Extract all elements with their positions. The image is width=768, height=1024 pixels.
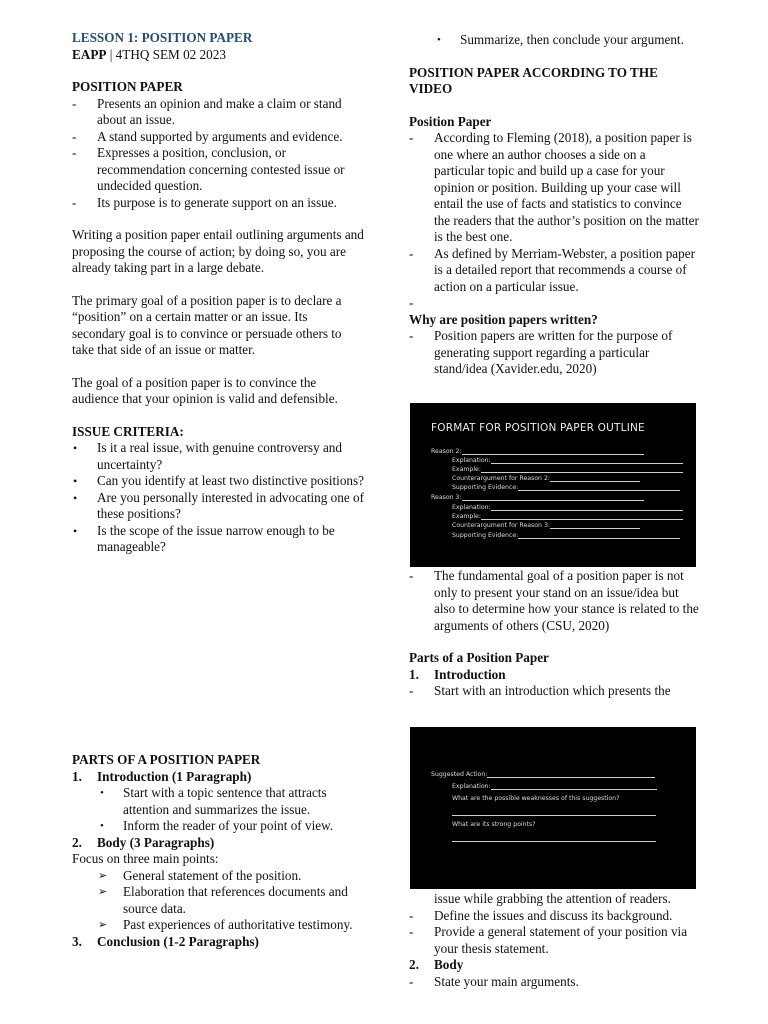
list-item: ➢ General statement of the position. xyxy=(72,868,364,885)
item-number: 3. xyxy=(72,933,82,949)
figure-line: What are the possible weaknesses of this suggestion? xyxy=(452,795,620,802)
course-code: EAPP xyxy=(72,46,107,62)
course-line xyxy=(72,47,364,64)
item-number: 1. xyxy=(409,666,419,682)
lesson-title: LESSON 1: POSITION PAPER xyxy=(72,30,253,45)
list-item-continuation: issue while grabbing the attention of readers. xyxy=(434,891,671,906)
item-label: Body (3 Paragraphs) xyxy=(97,834,215,850)
list-item: - State your main arguments. xyxy=(409,974,699,991)
video-heading: POSITION PAPER ACCORDING TO THE VIDEO xyxy=(409,64,658,96)
list-item: • Are you personally interested in advocating one of these positions? xyxy=(72,490,364,523)
item-number: 2. xyxy=(409,957,419,972)
item-number: 2. xyxy=(72,834,82,850)
figure-line: What are its strong points? xyxy=(452,821,536,828)
numbered-item xyxy=(409,667,699,684)
list-item: • Summarize, then conclude your argument. xyxy=(409,32,699,49)
position-paper-heading: POSITION PAPER xyxy=(72,79,183,94)
list-item: • Is it a real issue, with genuine controversy and uncertainty? xyxy=(72,440,364,473)
numbered-item xyxy=(72,934,364,951)
parts-subheading: Parts of a Position Paper xyxy=(409,650,549,665)
figure-line: Example: xyxy=(452,513,683,520)
list-item: • Is the scope of the issue narrow enough to be manageable? xyxy=(72,523,364,556)
course-term: 4THQ SEM 02 2023 xyxy=(115,46,226,62)
item-number: 1. xyxy=(72,768,82,784)
list-item: - A stand supported by arguments and evidence. xyxy=(72,129,364,146)
numbered-item xyxy=(409,957,699,974)
list-item: ➢ Past experiences of authoritative testimony. xyxy=(72,917,364,934)
parts-heading: PARTS OF A POSITION PAPER xyxy=(72,752,261,767)
figure-line xyxy=(452,809,656,816)
list-item: • Can you identify at least two distinctive positions? xyxy=(72,473,364,490)
figure-line: Explanation: xyxy=(452,457,683,464)
issue-criteria-heading: ISSUE CRITERIA: xyxy=(72,423,184,439)
lone-dash: - xyxy=(409,295,414,310)
numbered-item xyxy=(72,769,364,786)
figure-line: Supporting Evidence: xyxy=(452,532,680,539)
list-item: - The fundamental goal of a position paper is not only to present your stand on an issue/idea but also to determine how your stance is related to the arguments of others (CSU, 2020) xyxy=(409,568,699,634)
figure-line: Example: xyxy=(452,466,683,473)
list-item: - Provide a general statement of your position via your thesis statement. xyxy=(409,924,699,957)
list-item: - Its purpose is to generate support on an issue. xyxy=(72,195,364,212)
list-item: ➢ Elaboration that references documents and source data. xyxy=(72,884,364,917)
list-item: - Presents an opinion and make a claim or stand about an issue. xyxy=(72,96,364,129)
list-item: - As defined by Merriam-Webster, a position paper is a detailed report that recommends a course of action on a particular issue. xyxy=(409,246,699,296)
why-heading: Why are position papers written? xyxy=(409,311,598,327)
outline-format-figure xyxy=(410,403,696,567)
paragraph: The primary goal of a position paper is to declare a “position” on a certain matter or an issue. Its secondary goal is to convince or persuade others to take that side of an issue or matter. xyxy=(72,292,342,357)
list-item: - Define the issues and discuss its background. xyxy=(409,908,699,925)
paragraph: Focus on three main points: xyxy=(72,851,219,866)
figure-title: FORMAT FOR POSITION PAPER OUTLINE xyxy=(431,422,645,434)
figure-line: Supporting Evidence: xyxy=(452,484,680,491)
figure-line: Explanation: xyxy=(452,783,657,790)
list-item: - Position papers are written for the purpose of generating support regarding a particular stand/idea (Xavider.edu, 2020) xyxy=(409,328,699,378)
item-label: Conclusion (1-2 Paragraphs) xyxy=(97,933,259,949)
figure-line: Suggested Action: xyxy=(431,771,655,778)
list-item: - Start with an introduction which presents the xyxy=(409,683,699,700)
list-item: - Expresses a position, conclusion, or recommendation concerning contested issue or undecided question. xyxy=(72,145,364,195)
paragraph: The goal of a position paper is to convince the audience that your opinion is valid and defensible. xyxy=(72,374,338,406)
figure-line xyxy=(452,835,656,842)
course-separator: | xyxy=(106,46,116,62)
position-paper-subheading: Position Paper xyxy=(409,113,492,129)
figure-line: Reason 3: xyxy=(431,494,644,501)
paragraph: Writing a position paper entail outlining arguments and proposing the course of action; by doing so, you are already taking part in a large debate. xyxy=(72,227,364,275)
item-label: Body xyxy=(434,957,464,972)
list-item: • Start with a topic sentence that attracts attention and summarizes the issue. xyxy=(72,785,364,818)
numbered-item xyxy=(72,835,364,852)
suggested-action-figure xyxy=(410,727,696,889)
figure-line: Explanation: xyxy=(452,504,683,511)
figure-line: Reason 2: xyxy=(431,448,644,455)
list-item: - According to Fleming (2018), a position paper is one where an author chooses a side on a particular topic and build up a case for your opinion or position. Building up your case will entail the use of facts and statistics to convince the readers that the author’s position on the matter is the best one. xyxy=(409,130,699,246)
item-label: Introduction (1 Paragraph) xyxy=(97,768,252,784)
list-item: • Inform the reader of your point of view. xyxy=(72,818,364,835)
item-label: Introduction xyxy=(434,666,506,682)
figure-line: Counterargument for Reason 2: xyxy=(452,475,640,482)
figure-line: Counterargument for Reason 3: xyxy=(452,522,640,529)
